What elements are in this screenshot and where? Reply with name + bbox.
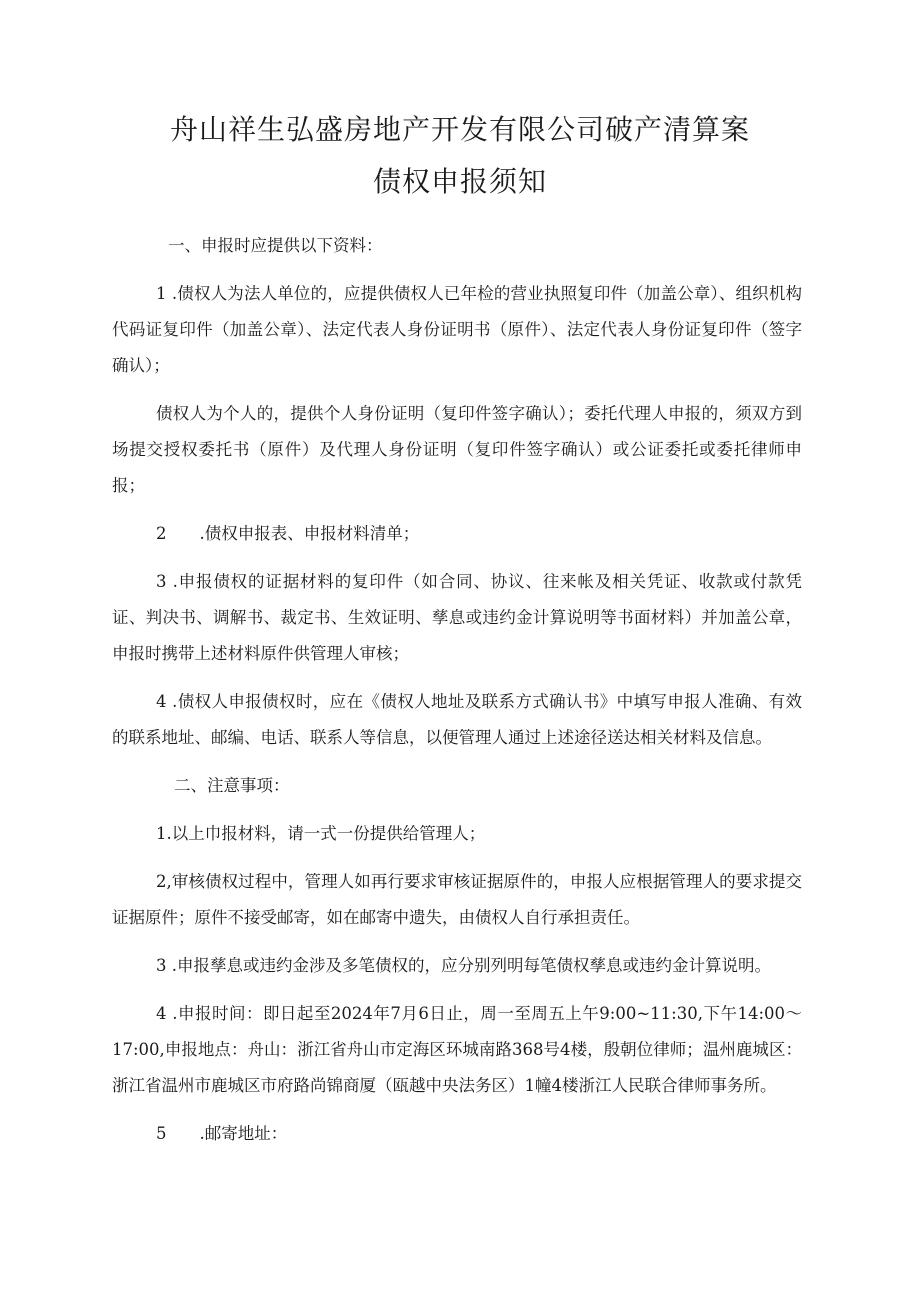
section-heading-materials: 一、申报时应提供以下资料： — [168, 236, 383, 255]
list-item: 债权人为个人的，提供个人身份证明（复印件签字确认）；委托代理人申报的，须双方到场提交授权委托书（原件）及代理人身份证明（复印件签字确认）或公证委托或委托律师申报； — [112, 404, 802, 495]
document-title: 舟山祥生弘盛房地产开发有限公司破产清算案 — [169, 113, 750, 146]
list-item: 1.以上巾报材料，请一式一份提供给管理人； — [156, 824, 486, 843]
document-body — [112, 228, 802, 1164]
list-item: 3 .申报债权的证据材料的复印件（如合同、协议、往来帐及相关凭证、收款或付款凭证、判决书、调解书、裁定书、生效证明、孳息或违约金计算说明等书面材料）并加盖公章，申报时携带上述材料原件供管理人审核； — [112, 572, 802, 663]
list-item: 1 .债权人为法人单位的，应提供债权人已年检的营业执照复印件（加盖公章）、组织机构代码证复印件（加盖公章）、法定代表人身份证明书（原件）、法定代表人身份证复印件（签字确认）； — [112, 284, 802, 375]
list-item: 3 .申报孳息或违约金涉及多笔债权的，应分别列明每笔债权孳息或违约金计算说明。 — [156, 956, 771, 975]
list-item: 2 .债权申报表、申报材料清单； — [156, 524, 420, 543]
section-heading-notes: 二、注意事项： — [174, 776, 290, 795]
list-item: 4 .申报时间：即日起至2024年7月6日止，周一至周五上午9:00~11:30,下午14:00～17:00,申报地点：舟山：浙江省舟山市定海区环城南路368号4楼，殷朝位律师；温州鹿城区：浙江省温州市鹿城区市府路尚锦商厦（瓯越中央法务区）1幢4楼浙江人民联合律师事务所。 — [112, 1004, 802, 1095]
list-item: 2,审核债权过程中，管理人如再行要求审核证据原件的，申报人应根据管理人的要求提交证据原件；原件不接受邮寄，如在邮寄中遗失，由债权人自行承担责任。 — [112, 872, 802, 927]
list-item: 4 .债权人申报债权时，应在《债权人地址及联系方式确认书》中填写申报人准确、有效的联系地址、邮编、电话、联系人等信息，以便管理人通过上述途径送达相关材料及信息。 — [112, 692, 802, 747]
document-subtitle: 债权申报须知 — [372, 165, 547, 198]
list-item: 5 .邮寄地址： — [156, 1124, 288, 1143]
